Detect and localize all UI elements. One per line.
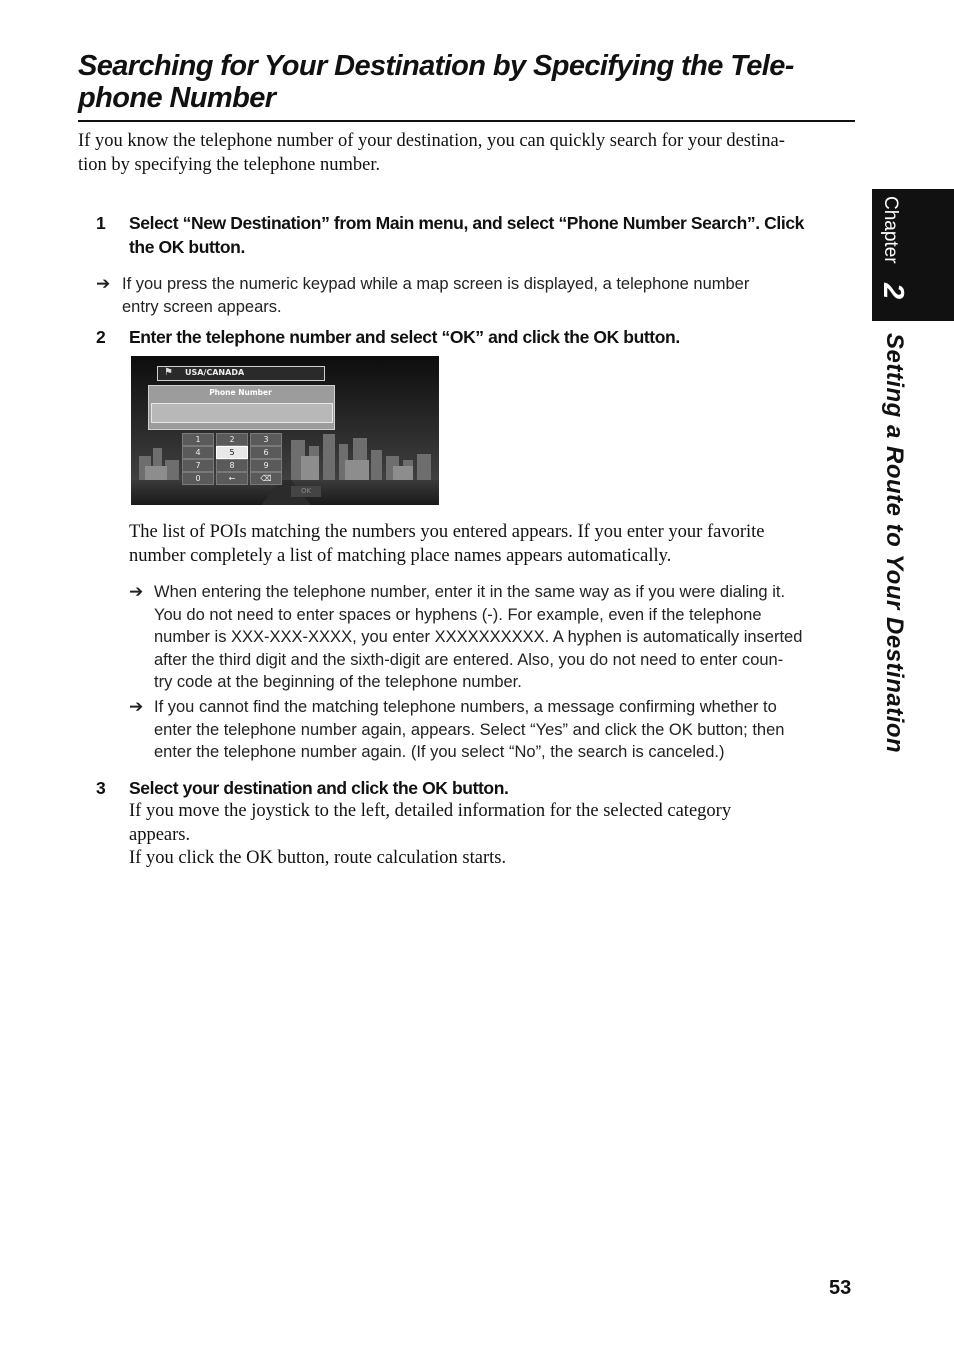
step-1-line-1: Select “New Destination” from Main menu, and select “Phone Number Search”. Click (129, 213, 804, 233)
intro-line-2: tion by specifying the telephone number. (78, 154, 381, 175)
note-2-line-4: after the third digit and the sixth-digit are entered. Also, you do not need to enter coun- (154, 650, 784, 669)
key-6[interactable]: 6 (250, 446, 282, 459)
note-3 (129, 696, 859, 766)
result-line-1: The list of POIs matching the numbers you entered appears. If you enter your favorite (129, 522, 765, 542)
step-3-para-line-3: If you click the OK button, route calculation starts. (129, 848, 507, 868)
note-1-line-1: If you press the numeric keypad while a map screen is displayed, a telephone number (122, 275, 750, 293)
step-3-para-line-2: appears. (129, 824, 191, 845)
key-2[interactable]: 2 (216, 433, 248, 446)
note-1-line-2: entry screen appears. (122, 297, 282, 316)
step-1-number: 1 (96, 213, 106, 233)
key-0[interactable]: 0 (182, 472, 214, 485)
step-3-para-line-1: If you move the joystick to the left, detailed information for the selected category (129, 801, 732, 821)
page-number: 53 (829, 1277, 852, 1299)
result-line-2: number completely a list of matching place names appears automatically. (129, 545, 672, 566)
step-1 (96, 211, 856, 261)
step-2 (96, 325, 856, 351)
step-2-line-1: Enter the telephone number and select “OK” and click the OK button. (129, 327, 680, 347)
intro-paragraph (78, 130, 858, 177)
title-line-2: phone Number (78, 82, 276, 114)
step-2-number: 2 (96, 327, 106, 347)
note-2-line-5: try code at the beginning of the telephone number. (154, 673, 522, 691)
note-3-line-1: If you cannot find the matching telephone numbers, a message confirming whether to (154, 698, 777, 716)
phone-number-panel-title: Phone Number (209, 388, 272, 397)
key-8[interactable]: 8 (216, 459, 248, 472)
step-3 (96, 776, 856, 802)
step-1-text (129, 211, 859, 259)
phone-number-input[interactable] (151, 403, 333, 423)
note-1 (96, 273, 846, 319)
key-9[interactable]: 9 (250, 459, 282, 472)
key-5-selected[interactable]: 5 (216, 446, 248, 459)
note-3-line-2: enter the telephone number again, appears. Select “Yes” and click the OK button; then (154, 720, 785, 739)
step-3-number: 3 (96, 778, 106, 798)
note-2-line-1: When entering the telephone number, enter it in the same way as if you were dialing it. (154, 583, 786, 601)
note-2-line-2: You do not need to enter spaces or hyphens (-). For example, even if the telephone (154, 605, 762, 624)
note-arrow-icon: ➔ (96, 274, 111, 293)
note-arrow-icon: ➔ (129, 582, 144, 601)
chapter-title: Setting a Route to Your Destination (881, 333, 908, 754)
ok-button[interactable]: OK (291, 486, 321, 497)
region-label: USA/CANADA (185, 368, 245, 377)
result-paragraph (129, 521, 849, 568)
intro-line-1: If you know the telephone number of your destination, you can quickly search for your destina- (78, 131, 785, 151)
key-back-arrow-icon[interactable]: ← (216, 472, 248, 485)
key-3[interactable]: 3 (250, 433, 282, 446)
note-2 (129, 581, 859, 696)
note-2-text (154, 581, 859, 694)
step-1-line-2: the OK button. (129, 237, 245, 257)
key-7[interactable]: 7 (182, 459, 214, 472)
note-3-text (154, 696, 859, 764)
note-1-text (122, 273, 842, 318)
key-1[interactable]: 1 (182, 433, 214, 446)
step-3-paragraph (129, 800, 849, 871)
key-delete-icon[interactable]: ⌫ (250, 472, 282, 485)
page-title (78, 50, 838, 114)
phone-number-screenshot (131, 356, 439, 505)
chapter-label: Chapter (880, 196, 901, 264)
note-3-line-3: enter the telephone number again. (If you select “No”, the search is canceled.) (154, 743, 725, 761)
note-arrow-icon: ➔ (129, 697, 144, 716)
title-line-1: Searching for Your Destination by Specifying the Tele- (78, 50, 794, 82)
note-2-line-3: number is XXX-XXX-XXXX, you enter XXXXXXXXXX. A hyphen is automatically inserted (154, 628, 803, 646)
chapter-number: 2 (877, 283, 909, 300)
title-rule (78, 120, 855, 122)
flag-icon: ⚑ (164, 367, 173, 378)
key-4[interactable]: 4 (182, 446, 214, 459)
step-3-line-1: Select your destination and click the OK button. (129, 778, 509, 798)
